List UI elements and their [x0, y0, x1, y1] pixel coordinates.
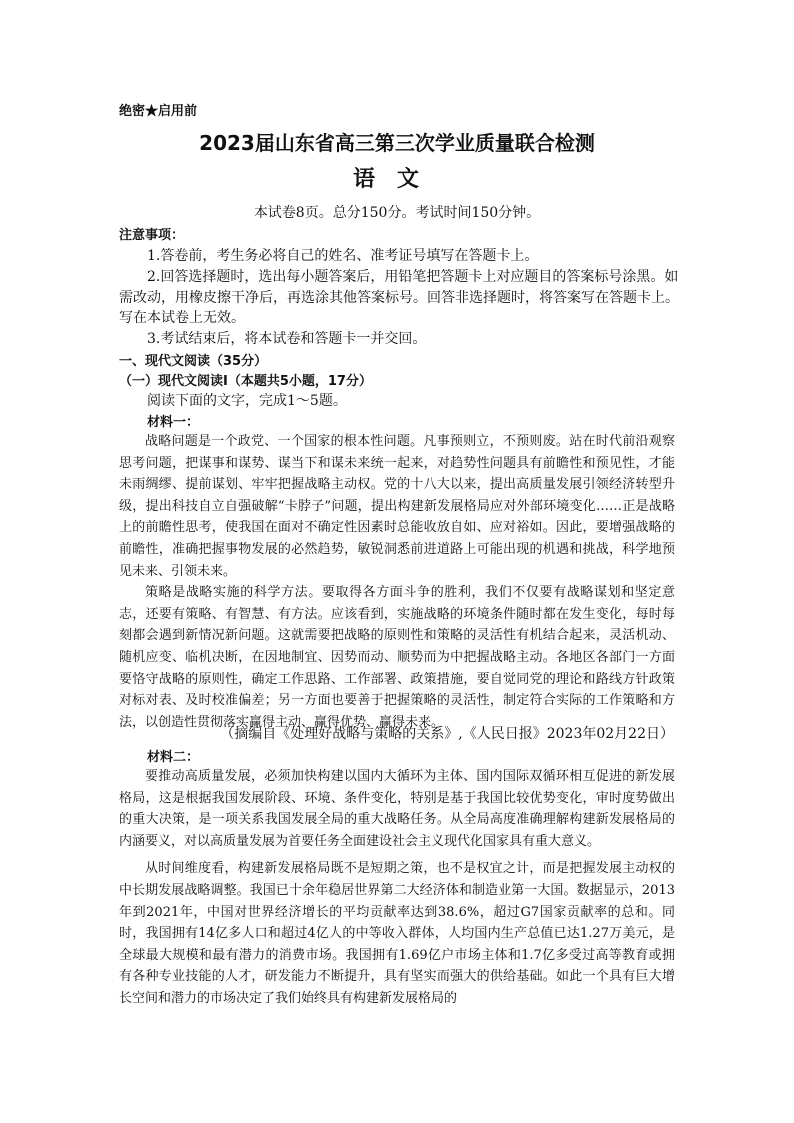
material-2-paragraph-2: 从时间维度看，构建新发展格局既不是短期之策，也不是权宜之计，而是把握发展主动权的中长期发展战略调整。我国已十余年稳居世界第二大经济体和制造业第一大国。数据显示，2013年到2021年，中国对世界经济增长的平均贡献率达到38.6%，超过G7国家贡献率的总和。同时，我国拥有14亿多人口和超过4亿人的中等收入群体，人均国内生产总值已达1.27万美元，是全球最大规模和最有潜力的消费市场。我国拥有1.69亿户市场主体和1.7亿多受过高等教育或拥有各种专业技能的人才，研发能力不断提升，具有坚实而强大的供给基础。如此一个具有巨大增长空间和潜力的市场决定了我们始终具有构建新发展格局的 — [119, 861, 675, 1006]
notice-item-2-line-3: 写在本试卷上无效。 — [119, 310, 245, 326]
notice-item-2-line-2: 需改动，用橡皮擦干净后，再选涂其他答案标号。回答非选择题时，将答案写在答题卡上。 — [119, 290, 679, 306]
material-2-label: 材料二： — [147, 750, 200, 765]
material-2-body — [119, 766, 675, 1010]
exam-info: 本试卷8页。总分150分。考试时间150分钟。 — [253, 205, 541, 221]
notice-item-1: 1.答卷前，考生务必将自己的姓名、准考证号填写在答题卡上。 — [147, 248, 539, 264]
material-1-source: （摘编自《处理好战略与策略的关系》,《人民日报》2023年02月22日） — [220, 726, 674, 742]
reading-instruction: 阅读下面的文字，完成1～5题。 — [147, 393, 347, 409]
notice-heading: 注意事项： — [119, 228, 185, 243]
notice-item-3: 3.考试结束后，将本试卷和答题卡一并交回。 — [147, 331, 427, 347]
subsection-heading: （一）现代文阅读Ⅰ（本题共5小题，17分） — [119, 374, 372, 389]
material-1-paragraph-1: 战略问题是一个政党、一个国家的根本性问题。凡事预则立，不预则废。站在时代前沿观察思考问题，把谋事和谋势、谋当下和谋未来统一起来，对趋势性问题具有前瞻性和预见性，才能未雨绸缪、提前谋划、牢牢把握战略主动权。党的十八大以来，提出高质量发展引领经济转型升级，提出科技自立自强破解“卡脖子”问题，提出构建新发展格局应对外部环境变化……正是战略上的前瞻性思考，使我国在面对不确定性因素时总能收放自如、应对裕如。因此，要增强战略的前瞻性，准确把握事物发展的必然趋势，敏锐洞悉前进道路上可能出现的机遇和挑战，科学地预见未来、引领未来。 — [119, 434, 675, 579]
secret-label: 绝密★启用前 — [119, 104, 198, 119]
material-1-body — [119, 431, 675, 733]
subject-title: 语文 — [352, 167, 441, 192]
material-1-label: 材料一： — [147, 415, 200, 430]
notice-item-2-line-1: 2.回答选择题时，选出每小题答案后，用铅笔把答题卡上对应题目的答案标号涂黑。如 — [147, 269, 679, 285]
section-heading: 一、现代文阅读（35分） — [119, 354, 268, 369]
exam-title: 2023届山东省高三第三次学业质量联合检测 — [199, 131, 595, 155]
material-2-paragraph-1: 要推动高质量发展，必须加快构建以国内大循环为主体、国内国际双循环相互促进的新发展格局，这是根据我国发展阶段、环境、条件变化，特别是基于我国比较优势变化，审时度势做出的重大决策，是一项关系我国发展全局的重大战略任务。从全局高度准确理解构建新发展格局的内涵要义，对以高质量发展为首要任务全面建设社会主义现代化国家具有重大意义。 — [119, 769, 675, 849]
material-1-paragraph-2: 策略是战略实施的科学方法。要取得各方面斗争的胜利，我们不仅要有战略谋划和坚定意志，还要有策略、有智慧、有方法。应该看到，实施战略的环境条件随时都在发生变化，每时每刻都会遇到新情况新问题。这就需要把战略的原则性和策略的灵活性有机结合起来，灵活机动、随机应变、临机决断，在因地制宜、因势而动、顺势而为中把握战略主动。各地区各部门一方面要恪守战略的原则性，确定工作思路、工作部署、政策措施，要自觉同党的理论和路线方针政策对标对表、及时校准偏差；另一方面也要善于把握策略的灵活性，制定符合实际的工作策略和方法，以创造性贯彻落实赢得主动、赢得优势、赢得未来。 — [119, 585, 675, 730]
